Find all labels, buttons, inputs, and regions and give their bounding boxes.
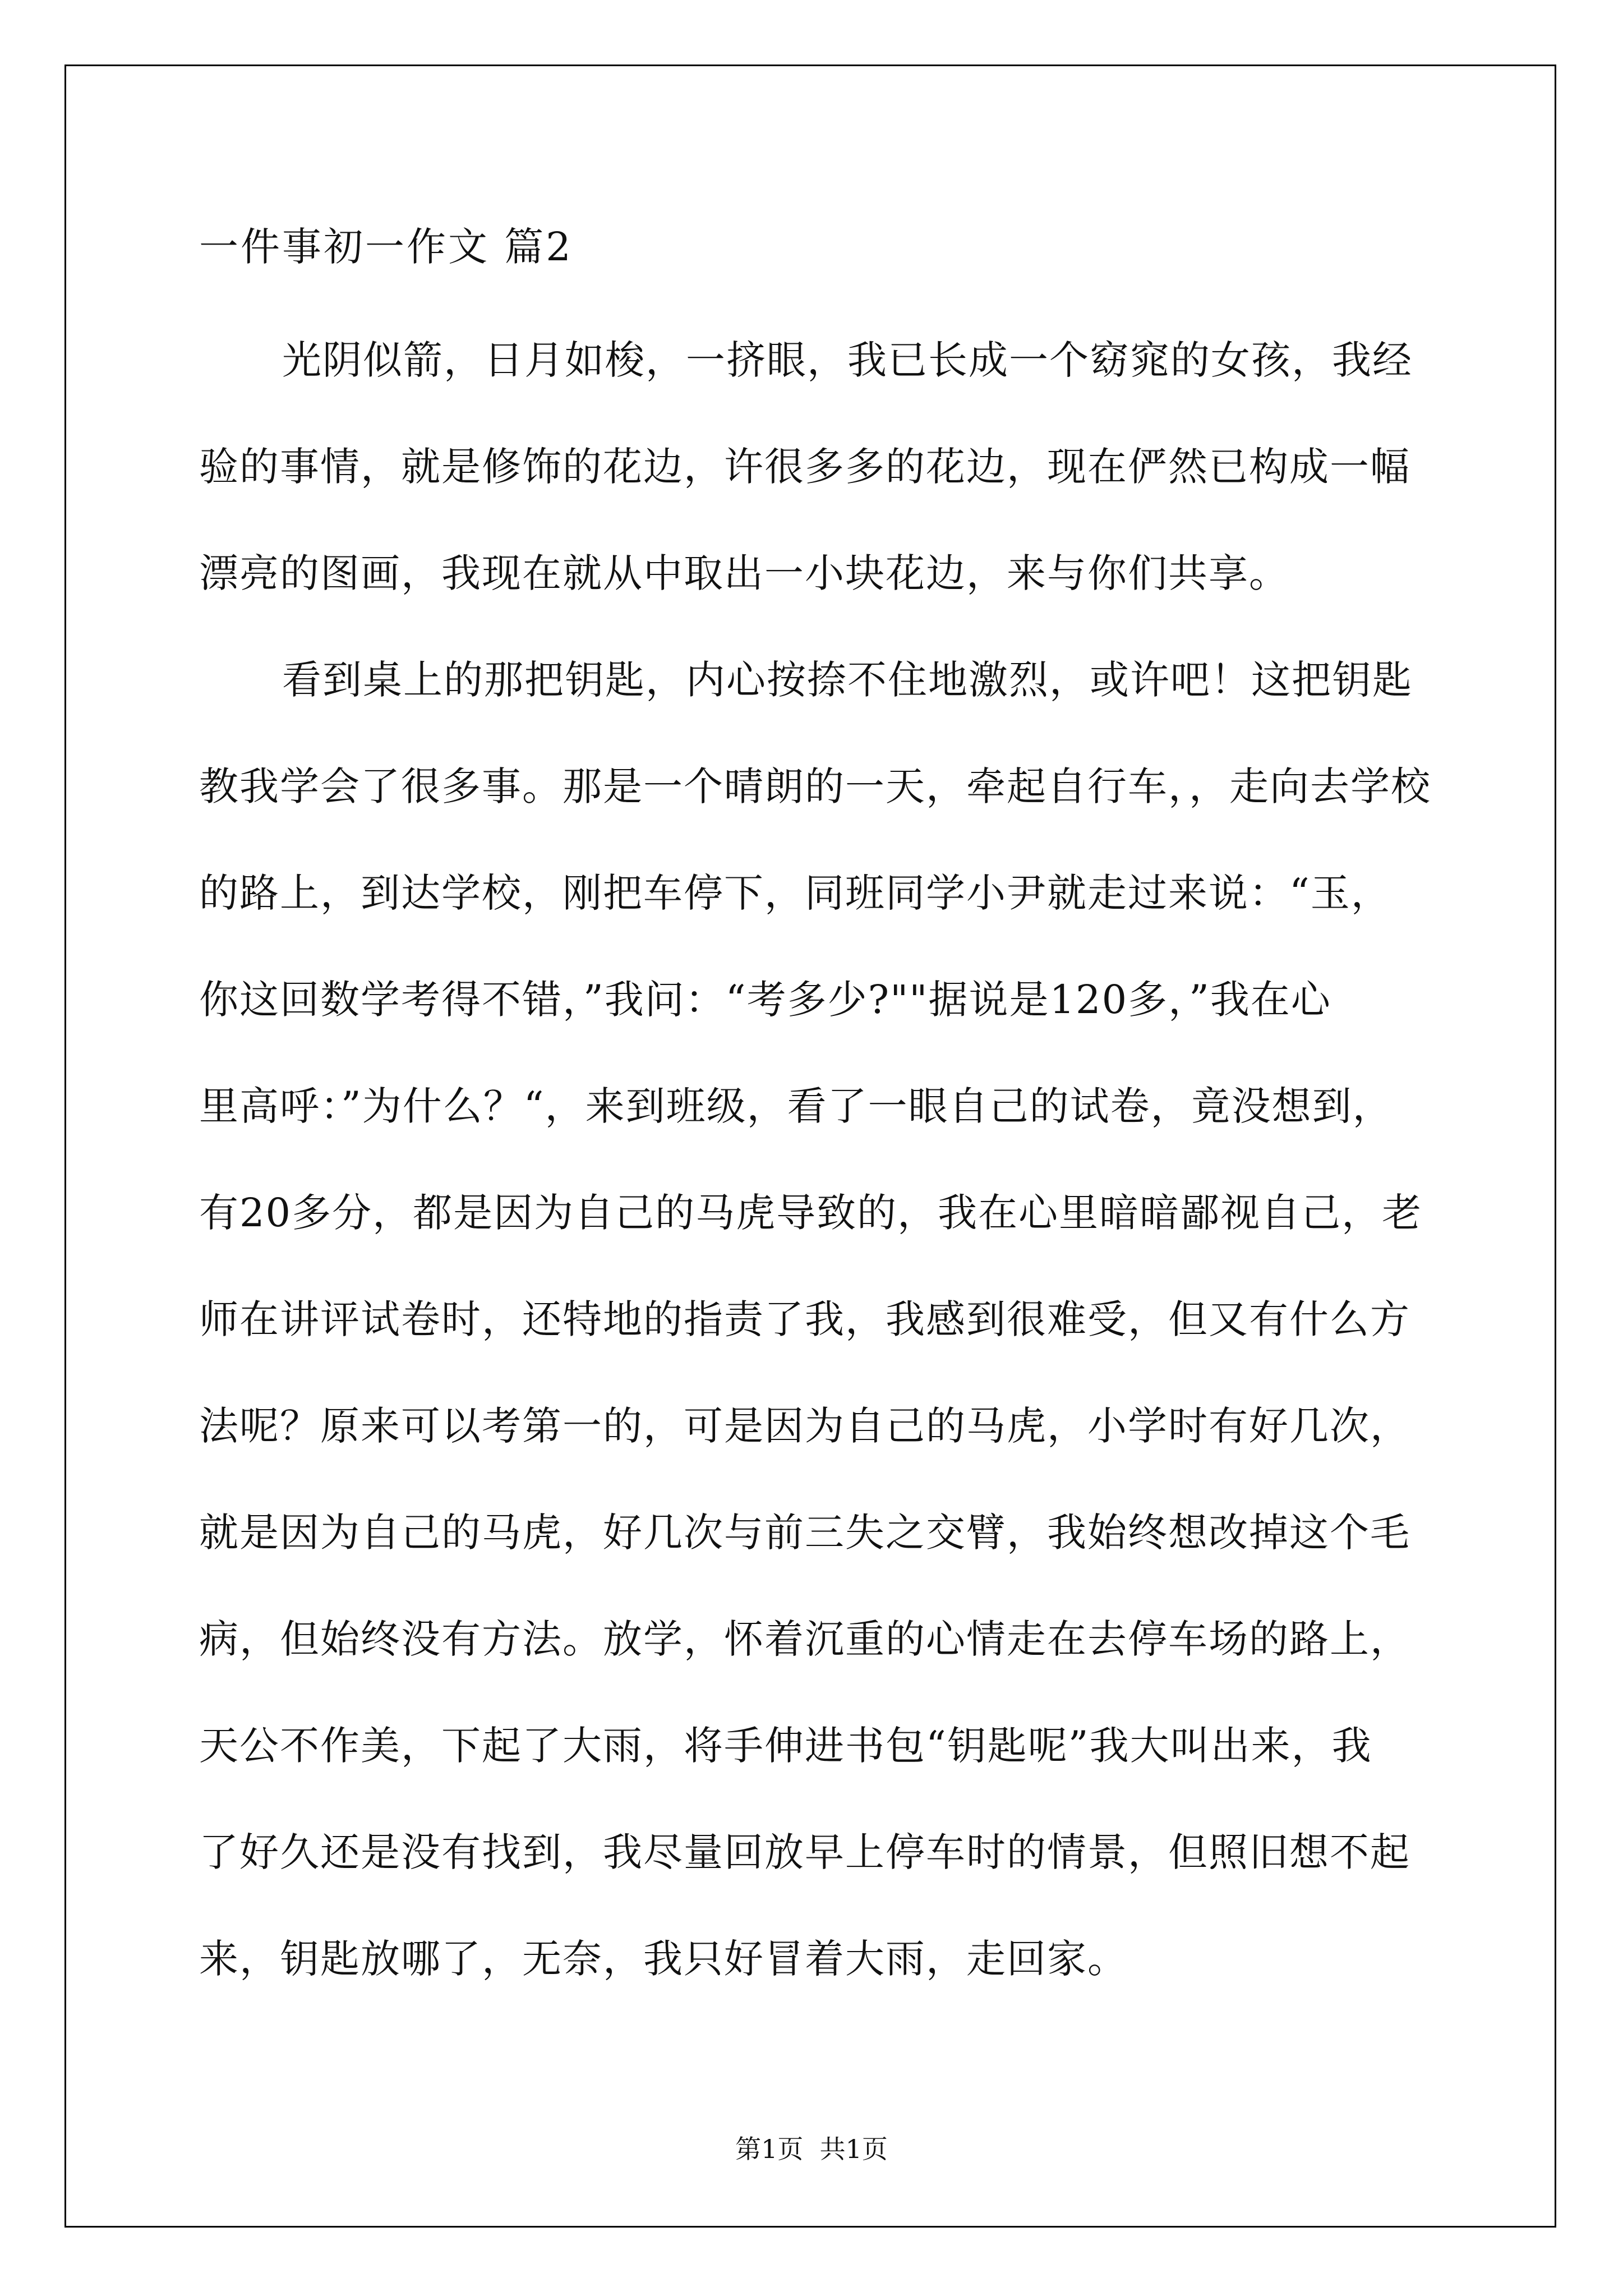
paragraph-line: 了好久还是没有找到，我尽量回放早上停车时的情景，但照旧想不起 [199,1829,1410,1875]
paragraph-line: 天公不作美，下起了大雨，将手伸进书包“钥匙呢”我大叫出来，我 [199,1723,1372,1769]
paragraph-line: 有20多分，都是因为自己的马虎导致的，我在心里暗暗鄙视自己，老 [199,1190,1423,1236]
paragraph-line: 就是因为自己的马虎，好几次与前三失之交臂，我始终想改掉这个毛 [199,1510,1410,1556]
paragraph-line: 师在讲评试卷时，还特地的指责了我，我感到很难受，但又有什么方 [199,1296,1410,1342]
paragraph-line: 里高呼：”为什么？“，来到班级，看了一眼自己的试卷，竟没想到， [199,1083,1393,1129]
page-footer: 第1页 共1页 [735,2134,888,2164]
paragraph-1 [199,307,1433,627]
paragraph-line: 法呢？原来可以考第一的，可是因为自己的马虎，小学时有好几次， [199,1403,1410,1449]
paragraph-2 [199,627,1433,2012]
paragraph-line: 教我学会了很多事。那是一个晴朗的一天，牵起自行车，，走向去学校 [199,763,1431,809]
paragraph-line: 光阴似箭，日月如梭，一挤眼，我已长成一个窈窕的女孩，我经 [282,337,1413,383]
paragraph-line: 漂亮的图画，我现在就从中取出一小块花边，来与你们共享。 [199,550,1289,596]
document-body [199,219,1433,2012]
paragraph-line: 你这回数学考得不错，”我问：“考多少?""据说是120多，”我在心 [199,977,1331,1023]
document-title: 一件事初一作文 篇2 [199,224,573,270]
paragraph-line: 病，但始终没有方法。放学，怀着沉重的心情走在去停车场的路上， [199,1616,1410,1662]
paragraph-line: 来，钥匙放哪了，无奈，我只好冒着大雨，走回家。 [199,1936,1128,1982]
paragraph-line: 验的事情，就是修饰的花边，许很多多的花边，现在俨然已构成一幅 [199,444,1410,490]
paragraph-line: 的路上，到达学校，刚把车停下，同班同学小尹就走过来说：“玉， [199,870,1391,916]
paragraph-line: 看到桌上的那把钥匙，内心按捺不住地激烈，或许吧！这把钥匙 [282,657,1413,703]
